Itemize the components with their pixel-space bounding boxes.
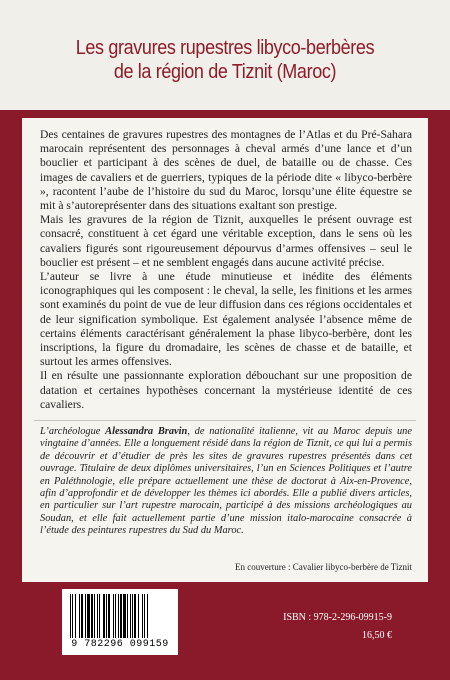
barcode xyxy=(62,589,178,655)
bio-intro: L’archéologue xyxy=(40,426,106,437)
book-title-line-1: Les gravures rupestres libyco-berbères xyxy=(75,37,375,59)
book-title xyxy=(23,36,428,84)
barcode-bars xyxy=(70,594,170,638)
book-title-line-2: de la région de Tiznit (Maroc) xyxy=(113,61,337,83)
blurb-paragraph: Mais les gravures de la région de Tiznit, auxquelles le présent ouvrage est consacré, constituent à cet égard une véritable exception, dans le sens où les cavaliers figurés sont rigoureusement dépourvus d’armes offensives – seul le bouclier est présent – et ne semblent engagés dans aucune activité précise. xyxy=(40,213,412,269)
barcode-digits: 9 782296 099159 xyxy=(71,639,169,650)
barcode-gap xyxy=(148,594,149,638)
section-divider xyxy=(34,420,416,421)
blurb-paragraph: L’auteur se livre à une étude minutieuse et inédite des éléments iconographiques qui les composent : le cheval, la selle, les finitions et les armes sont examinés du point de vue de leur diffusion dans ces régions occidentales et de leur signification symbolique. Est également analysée l’absence même de certains éléments caractérisant généralement la phase libyco-berbère, dont les inscriptions, la figure du dromadaire, les scènes de chasse et de bataille, et surtout les armes offensives. xyxy=(40,270,412,369)
price: 16,50 € xyxy=(362,630,392,641)
bio-text: , de nationalité italienne, vit au Maroc depuis une vingtaine d’années. Elle a longuement résidé dans la région de Tiznit, ce qui lui a permis de découvrir et d’étudier de près les sites de gravures rupestres présentés dans cet ouvrage. Titulaire de deux diplômes universitaires, l’un en Sciences Politiques et l’autre en Paléthnologie, elle prépare actuellement une thèse de doctorat à Aix-en-Provence, afin d’approfondir et de développer les thèmes ici abordés. Elle a publié divers articles, en particulier sur l’art rupestre marocain, participé à des missions archéologiques au Soudan, et elle fait actuellement partie d’une mission italo-marocaine consacrée à l’étude des peintures rupestres du Sud du Maroc. xyxy=(40,426,412,537)
author-name: Alessandra Bravin xyxy=(105,426,188,437)
cover-credit: En couverture : Cavalier libyco-berbère de Tiznit xyxy=(235,562,412,572)
blurb-paragraph: Des centaines de gravures rupestres des montagnes de l’Atlas et du Pré-Sahara marocain représentent des personnages à cheval armés d’une lance et d’un bouclier et participant à des scènes de duel, de bataille ou de chasse. Ces images de cavaliers et de guerriers, typiques de la période dite « libyco-berbère », racontent l’aube de l’histoire du sud du Maroc, lorsqu’une élite équestre se mit à s’autoreprésenter dans des situations exaltant son prestige. xyxy=(40,128,412,213)
isbn-number: ISBN : 978-2-296-09915-9 xyxy=(283,612,392,623)
author-bio xyxy=(40,426,412,538)
blurb-paragraph: Il en résulte une passionnante exploration débouchant sur une proposition de datation et certaines hypothèses concernant la mystérieuse identité de ces cavaliers. xyxy=(40,369,412,411)
back-cover-blurb xyxy=(40,128,412,412)
